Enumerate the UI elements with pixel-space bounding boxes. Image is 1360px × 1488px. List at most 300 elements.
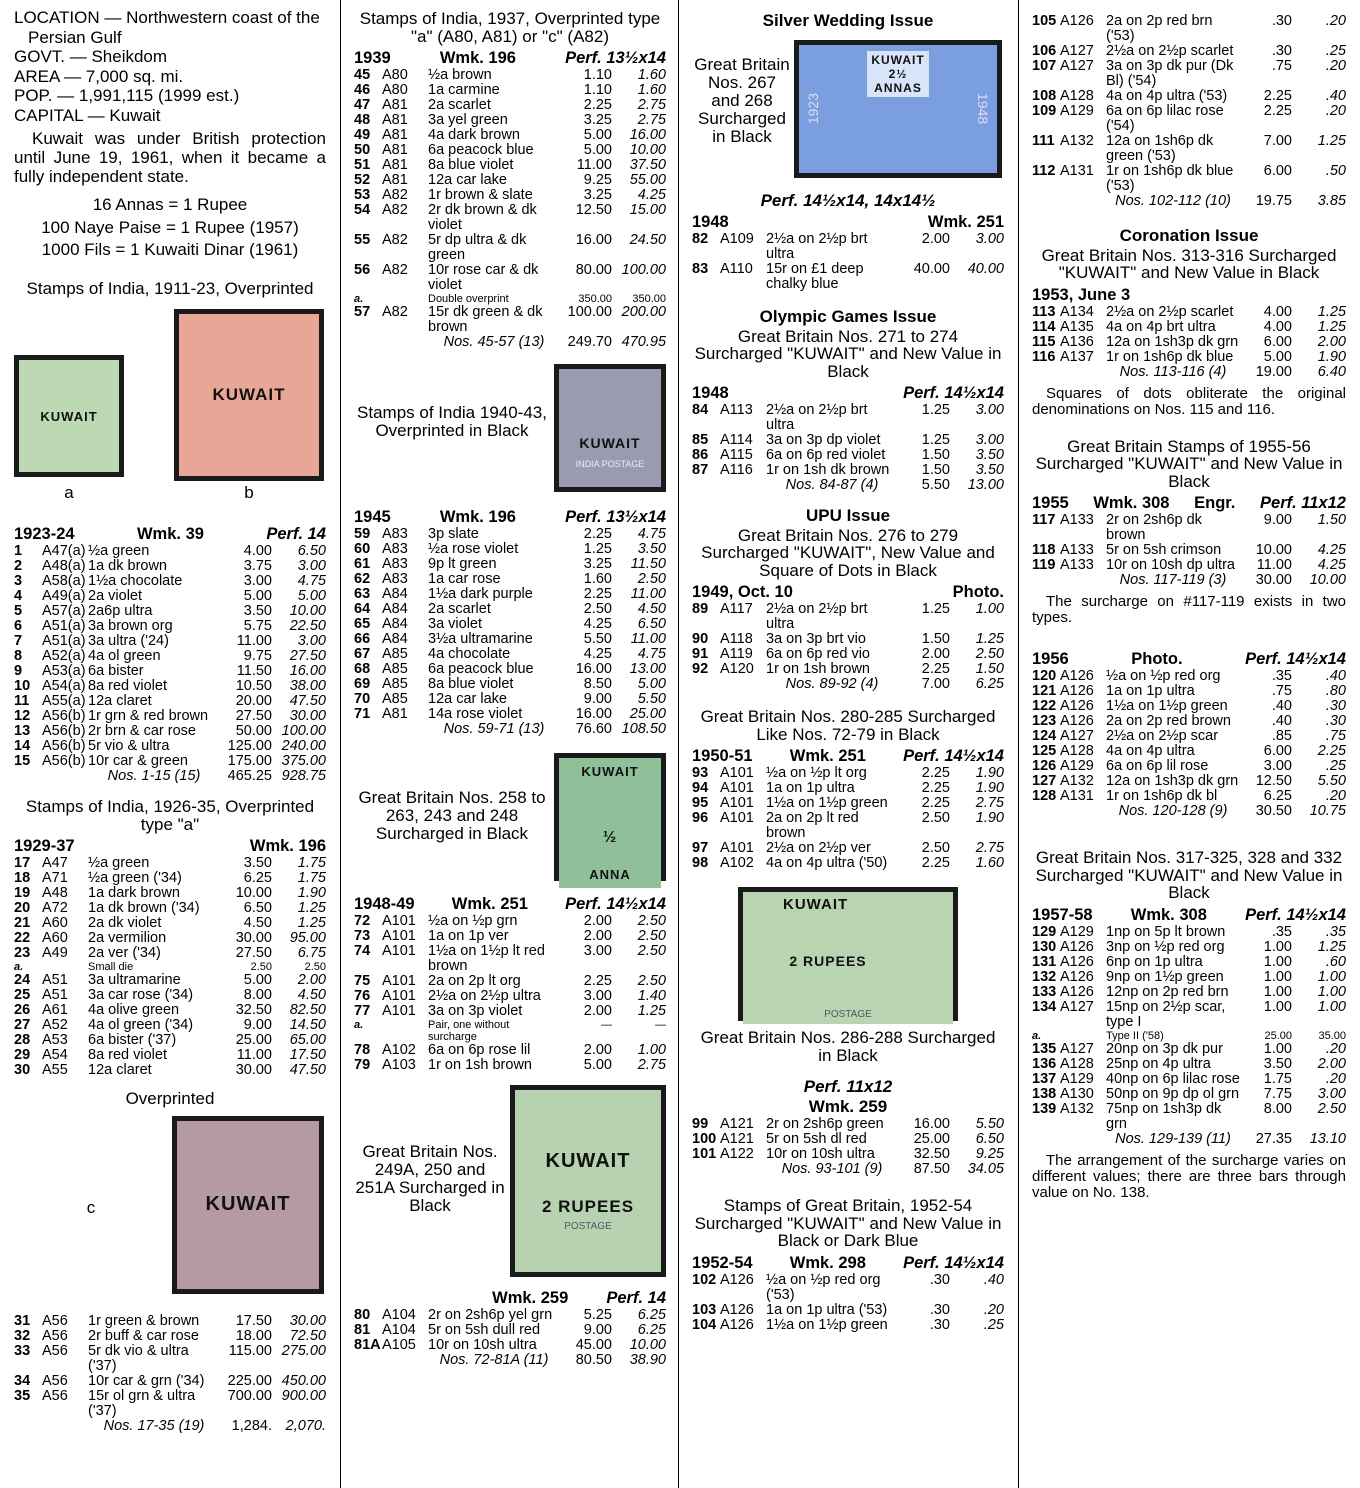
overprint-text: KUWAIT <box>871 52 925 67</box>
unused-value: 2.00 <box>583 913 612 929</box>
catalog-number: 76 <box>354 988 371 1004</box>
unused-value: 4.25 <box>583 646 612 662</box>
catalog-number: 71 <box>354 706 371 722</box>
variety-description: Pair, one without surcharge <box>428 1019 510 1043</box>
catalog-number: 119 <box>1032 557 1056 573</box>
watermark: Wmk. 251 <box>927 213 1004 231</box>
issue-year: 1953, June 3 <box>1032 285 1131 304</box>
issue-header <box>354 895 666 914</box>
catalog-number: 1 <box>14 543 23 559</box>
stamp-description: 2a vermilion <box>88 930 167 946</box>
used-total: 470.95 <box>621 334 666 350</box>
design-type: A127 <box>1060 1040 1094 1057</box>
overprint-text: KUWAIT <box>212 385 286 404</box>
variety-letter: a. <box>354 293 364 305</box>
table-row <box>14 1048 326 1063</box>
unused-value: .30 <box>929 1316 950 1333</box>
stamp-description: 12a on 1sh3p dk grn <box>1106 333 1239 350</box>
table-row <box>1032 1000 1346 1030</box>
table-row <box>354 263 666 293</box>
used-value: 1.90 <box>975 780 1004 796</box>
catalog-number: 28 <box>14 1032 31 1048</box>
stamp-table <box>1032 14 1346 209</box>
design-type: A126 <box>1060 13 1094 29</box>
table-row <box>14 679 326 694</box>
stamp-description: 1a on 1p ultra <box>766 780 855 796</box>
unused-value: 3.25 <box>583 112 612 128</box>
stamp-illustration-gb1 <box>554 753 666 881</box>
total-row <box>692 1162 1004 1177</box>
table-row <box>1032 940 1346 955</box>
unused-value: 3.25 <box>583 187 612 203</box>
used-value: 38.00 <box>289 678 326 694</box>
stamp-description: 12a car lake <box>428 691 507 707</box>
used-total: 13.00 <box>967 477 1004 493</box>
catalog-number: 84 <box>692 402 709 418</box>
catalog-number: 133 <box>1032 983 1057 1000</box>
used-value: 275.00 <box>281 1342 326 1359</box>
stamp-description: 1a on 1p ultra <box>1106 683 1195 699</box>
design-type: A85 <box>382 691 408 707</box>
catalog-number: 8 <box>14 648 23 664</box>
unused-value: 25.00 <box>1264 1029 1292 1042</box>
table-row <box>354 557 666 572</box>
table-row <box>14 1314 326 1329</box>
unused-value: 2.00 <box>583 1003 612 1019</box>
spacer <box>14 1419 42 1434</box>
used-value: 2.50 <box>637 943 666 959</box>
footnote: The arrangement of the surcharge varies on different values; there are three bars through value on No. 138. <box>1032 1151 1346 1201</box>
catalog-number: 14 <box>14 738 31 754</box>
issue-header <box>1032 286 1346 305</box>
catalog-number: 25 <box>14 987 31 1003</box>
design-type: A82 <box>382 202 408 218</box>
watermark: Wmk. 196 <box>439 49 516 67</box>
unused-value: 4.00 <box>1263 318 1292 335</box>
stamp-description: 1½a dark purple <box>428 586 533 602</box>
stamp-description: 2½a on 2½p scarlet <box>1106 303 1234 320</box>
unused-value: 4.50 <box>243 915 272 931</box>
illustration-group <box>692 887 1004 1027</box>
used-value: 30.00 <box>289 1312 326 1329</box>
unused-value: 2.25 <box>583 97 612 113</box>
catalog-number: 49 <box>354 127 371 143</box>
stamp-description: 4a olive green <box>88 1002 180 1018</box>
stamp-description: 2r dk brown & dk violet <box>428 202 537 233</box>
stamp-description: 5r dk vio & ultra ('37) <box>88 1342 189 1374</box>
unused-value: 5.00 <box>1263 348 1292 365</box>
unused-value: 1.00 <box>1263 968 1292 985</box>
used-value: 47.50 <box>289 1062 326 1078</box>
spacer <box>692 478 720 493</box>
used-value: 2.75 <box>975 840 1004 856</box>
stamp-table <box>14 544 326 769</box>
overprint-value: ½ <box>602 829 618 846</box>
used-value: .40 <box>1325 668 1346 684</box>
catalog-number: 116 <box>1032 348 1056 365</box>
used-value: 2.75 <box>637 112 666 128</box>
perforation: Perf. 14½x14 <box>1245 650 1346 668</box>
used-value: 11.50 <box>630 556 666 572</box>
used-value: 2.50 <box>304 961 326 973</box>
design-type: A83 <box>382 541 408 557</box>
table-row <box>692 781 1004 796</box>
table-row <box>354 113 666 128</box>
catalog-number: 78 <box>354 1042 371 1058</box>
catalog-number: 19 <box>14 885 31 901</box>
stamp-description: ½a green <box>88 543 150 559</box>
stamp-description: 12a on 1sh3p dk grn <box>1106 773 1239 789</box>
table-row <box>354 617 666 632</box>
section-title: UPU Issue <box>805 506 891 525</box>
used-value: 100.00 <box>621 262 666 278</box>
unused-value: 3.50 <box>243 603 272 619</box>
unused-value: 16.00 <box>575 661 612 677</box>
catalog-number: 72 <box>354 913 371 929</box>
stamp-description: 12a claret <box>88 693 152 709</box>
stamp-description: 2½a on 2½p scar <box>1106 728 1219 744</box>
used-value: 95.00 <box>289 930 326 946</box>
unused-value: 16.00 <box>913 1116 950 1132</box>
stamp-illustration-a <box>14 355 124 477</box>
design-type: A121 <box>720 1131 754 1147</box>
used-value: 1.60 <box>637 82 666 98</box>
unused-value: .30 <box>1271 43 1292 59</box>
unused-value: 8.50 <box>583 676 612 692</box>
used-value: 3.00 <box>1317 1085 1346 1102</box>
table-row <box>14 694 326 709</box>
stamp-description: 6a bister ('37) <box>88 1032 177 1048</box>
used-value: 40.00 <box>967 261 1004 277</box>
stamp-description: 1r on 1sh brown <box>428 1057 532 1073</box>
catalog-number: 132 <box>1032 968 1057 985</box>
unused-value: 9.00 <box>583 691 612 707</box>
catalog-number: 9 <box>14 663 23 679</box>
catalog-number: 123 <box>1032 713 1057 729</box>
section-subtitle: Great Britain Nos. 276 to 279 Surcharged "KUWAIT", New Value and Square of Dots in Black <box>701 525 995 580</box>
stamp-description: 15np on 2½p scar, type I <box>1106 998 1226 1030</box>
used-value: 30.00 <box>289 708 326 724</box>
unused-value: 5.00 <box>583 127 612 143</box>
unused-value: 2.25 <box>921 765 950 781</box>
design-type: A101 <box>720 780 754 796</box>
catalog-number: 6 <box>14 618 23 634</box>
stamp-description: 1a on 1p ver <box>428 928 509 944</box>
unused-value: 1.10 <box>583 67 612 83</box>
stamp-description: 2½a on 2½p ultra <box>428 988 541 1004</box>
design-type: A83 <box>382 526 408 542</box>
column-rule <box>340 0 341 1488</box>
table-row <box>692 647 1004 662</box>
table-row <box>1032 1087 1346 1102</box>
stamp-description: 2½a on 2½p brt ultra <box>766 231 868 262</box>
stamp-description: 14a rose violet <box>428 706 523 722</box>
used-value: 350.00 <box>632 293 666 305</box>
table-row <box>354 602 666 617</box>
catalog-number: 7 <box>14 633 23 649</box>
issue-header <box>692 213 1004 232</box>
minor-variety-row <box>354 1019 666 1043</box>
used-value: 1.25 <box>297 915 326 931</box>
set-total-label: Nos. 117-119 (3) <box>1119 572 1227 588</box>
design-type: A128 <box>1060 1055 1094 1072</box>
table-row <box>692 1117 1004 1132</box>
issue-year: 1923-24 <box>14 525 75 543</box>
stamp-description: 15r on £1 deep chalky blue <box>766 261 864 292</box>
stamp-description: ½a on ½p red org ('53) <box>766 1271 881 1303</box>
table-row <box>1032 925 1346 940</box>
unused-total: 87.50 <box>913 1161 950 1177</box>
design-type: A83 <box>382 556 408 572</box>
illustration-label: c <box>86 1197 96 1217</box>
table-row <box>1032 669 1346 684</box>
catalog-number: 104 <box>692 1316 717 1333</box>
design-type: A56(b) <box>42 738 86 754</box>
unused-value: 27.50 <box>235 708 272 724</box>
design-type: A128 <box>1060 743 1094 759</box>
stamp-description: ½a green ('34) <box>88 870 182 886</box>
unused-value: 5.00 <box>243 588 272 604</box>
spacer <box>354 1353 382 1368</box>
variety-description: Small die <box>88 961 134 973</box>
design-type: A117 <box>720 601 753 617</box>
used-value: 4.75 <box>297 573 326 589</box>
spacer <box>1032 194 1060 209</box>
minor-variety-row <box>1032 1030 1346 1042</box>
table-row <box>1032 59 1346 89</box>
unused-value: 11.00 <box>236 633 272 649</box>
table-row <box>354 68 666 83</box>
unused-value: 2.25 <box>583 586 612 602</box>
section-subtitle: Great Britain Stamps of 1955-56 Surcharged "KUWAIT" and New Value in Black <box>1035 436 1343 491</box>
stamp-description: 5r on 5sh dl red <box>766 1131 867 1147</box>
used-value: 1.00 <box>637 1042 666 1058</box>
stamp-inscription: POSTAGE <box>564 1221 612 1232</box>
stamp-description: 6a on 6p lil rose <box>1106 758 1209 774</box>
spacer <box>1032 573 1060 588</box>
section-subtitle: Great Britain Nos. 280-285 Surcharged Like Nos. 72-79 in Black <box>700 707 996 744</box>
catalog-number: 5 <box>14 603 23 619</box>
design-type: A103 <box>382 1057 416 1073</box>
unused-value: 2.50 <box>921 810 950 826</box>
section-title: Coronation Issue <box>1119 226 1259 245</box>
perforation: Perf. 14½x14 <box>903 384 1004 402</box>
unused-value: 2.25 <box>921 855 950 871</box>
table-row <box>1032 14 1346 44</box>
stamp-description: 2a scarlet <box>428 601 491 617</box>
currency-line: 1000 Fils = 1 Kuwaiti Dinar (1961) <box>41 240 299 259</box>
currency-list <box>14 194 326 262</box>
stamp-description: 2r on 2sh6p yel grn <box>428 1307 553 1323</box>
catalog-number: 64 <box>354 601 371 617</box>
table-row <box>1032 684 1346 699</box>
catalog-number: 61 <box>354 556 371 572</box>
used-value: 1.25 <box>1317 303 1346 320</box>
column-rule <box>678 0 679 1488</box>
stamp-description: 2r buff & car rose <box>88 1327 199 1344</box>
used-value: — <box>655 1019 666 1031</box>
used-value: .20 <box>1325 58 1346 74</box>
table-row <box>354 233 666 263</box>
country-area: AREA — 7,000 sq. mi. <box>14 66 184 86</box>
unused-value: 5.00 <box>583 142 612 158</box>
currency-line: 16 Annas = 1 Rupee <box>92 195 248 214</box>
set-total-label: Nos. 113-116 (4) <box>1119 363 1227 380</box>
stamp-table <box>354 68 666 350</box>
table-row <box>1032 558 1346 573</box>
table-row <box>354 914 666 929</box>
stamp-description: 5r vio & ultra <box>88 738 170 754</box>
used-total: 6.40 <box>1317 363 1346 380</box>
set-total-label: Nos. 1-15 (15) <box>107 768 201 784</box>
issue-header <box>354 1289 666 1308</box>
used-value: 1.25 <box>1317 133 1346 149</box>
catalog-number: 79 <box>354 1057 371 1073</box>
stamp-table <box>1032 669 1346 819</box>
unused-value: 8.00 <box>243 987 272 1003</box>
stamp-description: 4a chocolate <box>428 646 511 662</box>
used-value: 1.90 <box>975 810 1004 826</box>
used-value: .80 <box>1325 683 1346 699</box>
table-row <box>1032 985 1346 1000</box>
overprint-value: 2 RUPEES <box>789 953 867 969</box>
used-value: 200.00 <box>621 304 666 320</box>
section-title: Stamps of India, 1926-35, Overprinted type "a" <box>25 797 315 834</box>
unused-value: 11.50 <box>236 663 272 679</box>
unused-value: 6.00 <box>1263 743 1292 759</box>
total-row <box>354 1353 666 1368</box>
stamp-table <box>1032 513 1346 588</box>
stamp-description: 2a6p ultra <box>88 603 153 619</box>
used-value: 1.75 <box>297 855 326 871</box>
unused-value: 115.00 <box>228 1342 272 1359</box>
spacer <box>354 335 382 350</box>
catalog-number: 62 <box>354 571 371 587</box>
table-row <box>692 1132 1004 1147</box>
stamp-table <box>1032 925 1346 1147</box>
stamp-description: 2a on 2p red brn ('53) <box>1106 13 1213 44</box>
unused-value: 3.00 <box>243 573 272 589</box>
unused-value: — <box>601 1019 612 1031</box>
catalog-number: 89 <box>692 601 709 617</box>
design-type: A56 <box>42 1372 68 1389</box>
design-type: A80 <box>382 67 408 83</box>
issue-year: 1955 <box>1032 494 1069 512</box>
table-row <box>14 1329 326 1344</box>
unused-value: 2.00 <box>583 1042 612 1058</box>
watermark: Wmk. 308 <box>1130 905 1207 924</box>
used-value: .40 <box>983 1271 1004 1288</box>
used-value: 3.50 <box>975 447 1004 463</box>
footnote: The surcharge on #117-119 exists in two types. <box>1032 593 1346 626</box>
used-value: 6.75 <box>297 945 326 961</box>
unused-value: 10.50 <box>235 678 272 694</box>
stamp-description: ½a on ½p grn <box>428 913 518 929</box>
used-total: 38.90 <box>629 1352 666 1368</box>
stamp-table <box>692 1117 1004 1177</box>
unused-value: 2.00 <box>921 231 950 247</box>
table-row <box>354 1058 666 1073</box>
table-row <box>14 559 326 574</box>
issue-header <box>692 583 1004 602</box>
table-row <box>14 988 326 1003</box>
table-row <box>354 707 666 722</box>
stamp-description: 12np on 2p red brn <box>1106 983 1229 1000</box>
design-type: A101 <box>382 943 416 959</box>
stamp-description: 2a violet <box>88 588 143 604</box>
table-row <box>14 1018 326 1033</box>
perforation: Perf. 14½x14 <box>903 747 1004 765</box>
total-row <box>1032 1132 1346 1147</box>
unused-value: 2.25 <box>1263 103 1292 119</box>
unused-value: 27.50 <box>235 945 272 961</box>
catalog-number: 2 <box>14 558 23 574</box>
unused-total: 19.75 <box>1255 193 1292 209</box>
issue-header <box>14 837 326 856</box>
stamp-description: ½a rose violet <box>428 541 519 557</box>
stamp-table <box>692 403 1004 493</box>
unused-value: 5.75 <box>243 618 272 634</box>
design-type: A84 <box>382 601 408 617</box>
catalog-number: 117 <box>1032 512 1056 528</box>
spacer <box>382 1019 428 1043</box>
used-value: .25 <box>1325 758 1346 774</box>
used-value: 2.75 <box>975 795 1004 811</box>
unused-value: 6.25 <box>1263 788 1292 804</box>
used-value: 2.50 <box>637 913 666 929</box>
design-type: A60 <box>42 930 68 946</box>
column-3 <box>692 8 1004 1488</box>
catalog-number: 113 <box>1032 303 1056 320</box>
design-type: A58(a) <box>42 573 86 589</box>
catalog-number: 90 <box>692 631 709 647</box>
stamp-description: 4a dark brown <box>428 127 520 143</box>
unused-value: 50.00 <box>235 723 272 739</box>
unused-value: 1.00 <box>1263 998 1292 1015</box>
stamp-description: 1a car rose <box>428 571 501 587</box>
perforation: Perf. 14 <box>266 525 326 543</box>
design-type: A109 <box>720 231 754 247</box>
column-rule <box>1018 0 1019 1488</box>
table-row <box>692 602 1004 632</box>
catalog-number: 111 <box>1032 133 1055 149</box>
catalog-number: 20 <box>14 900 31 916</box>
catalog-number: 32 <box>14 1327 31 1344</box>
used-value: 10.00 <box>289 603 326 619</box>
used-value: .20 <box>983 1301 1004 1318</box>
catalog-number: 73 <box>354 928 371 944</box>
catalog-number: 114 <box>1032 318 1056 335</box>
stamp-description: 12a claret <box>88 1062 152 1078</box>
used-value: 6.50 <box>975 1131 1004 1147</box>
used-value: 11.00 <box>630 631 666 647</box>
stamp-inscription: INDIA POSTAGE <box>575 459 645 469</box>
unused-value: 6.25 <box>243 870 272 886</box>
unused-value: 1.50 <box>921 631 950 647</box>
unused-value: 12.50 <box>1255 773 1292 789</box>
unused-value: 2.00 <box>921 646 950 662</box>
unused-value: 3.50 <box>1263 1055 1292 1072</box>
design-type: A101 <box>382 973 416 989</box>
stamp-description: 4a on 4p ultra ('53) <box>1106 88 1228 104</box>
stamp-description: 1½a on 1½p green <box>766 795 888 811</box>
design-type: A126 <box>1060 668 1094 684</box>
table-row <box>354 677 666 692</box>
design-type: A129 <box>1060 923 1094 940</box>
perforation: Perf. 13½x14 <box>565 508 666 526</box>
catalog-number: 66 <box>354 631 371 647</box>
perforation-heading: Perf. 14½x14, 14x14½ <box>760 190 936 210</box>
